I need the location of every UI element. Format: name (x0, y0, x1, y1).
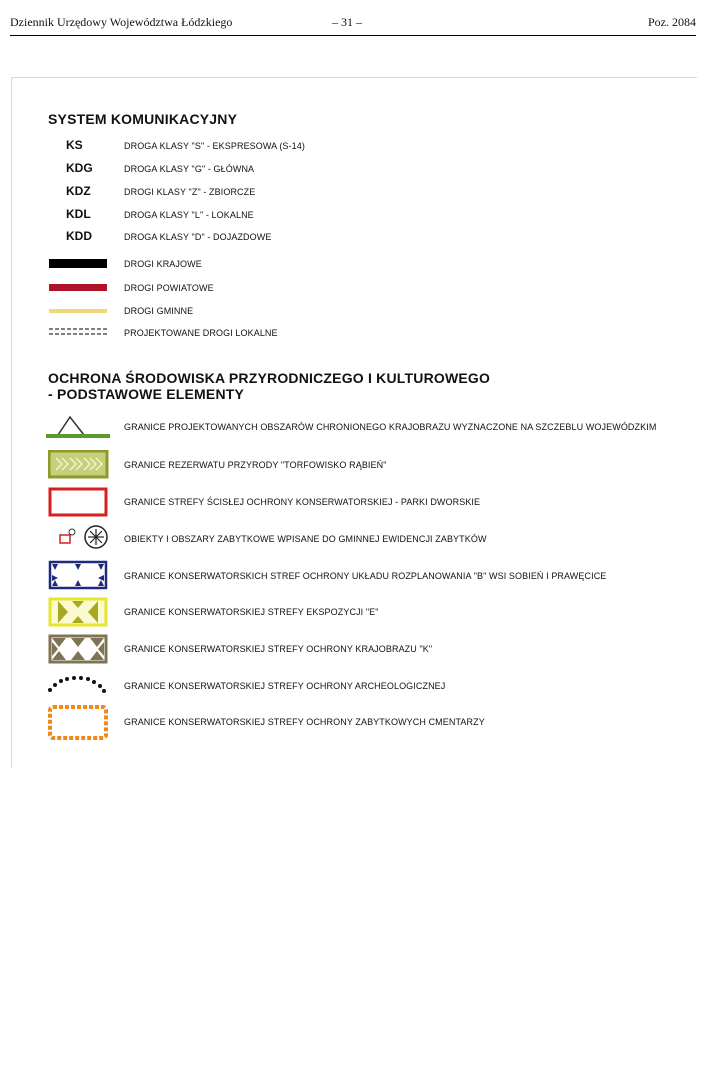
county-road-line-icon (49, 283, 109, 293)
desc-archaeological-zone: GRANICE KONSERWATORSKIEJ STREFY OCHRONY ARCHEOLOGICZNEJ (124, 681, 446, 691)
desc-layout-zone-b: GRANICE KONSERWATORSKICH STREF OCHRONY UKŁADU ROZPLANOWANIA "B" WSI SOBIEŃ I PRAWĘCICE (124, 571, 607, 581)
code-kdd: KDD (66, 229, 92, 243)
page-header (10, 14, 696, 36)
exposure-zone-e-boundary-icon (48, 597, 110, 629)
manor-park-boundary-icon (48, 487, 110, 519)
municipal-road-line-icon (49, 308, 109, 316)
desc-municipal-roads: DROGI GMINNE (124, 306, 194, 316)
layout-zone-b-boundary-icon (48, 560, 110, 592)
desc-national-roads: DROGI KRAJOWE (124, 259, 202, 269)
cemetery-zone-boundary-icon (47, 704, 111, 742)
desc-kdz: DROGI KLASY "Z" - ZBIORCZE (124, 187, 256, 197)
desc-cemetery-zone: GRANICE KONSERWATORSKIEJ STREFY OCHRONY ZABYTKOWYCH CMENTARZY (124, 717, 485, 727)
section-title-protection: OCHRONA ŚRODOWISKA PRZYRODNICZEGO I KULTUROWEGO (48, 370, 491, 386)
monument-icons (58, 523, 112, 553)
desc-kdl: DROGA KLASY "L" - LOKALNE (124, 210, 254, 220)
landscape-zone-k-boundary-icon (48, 634, 110, 666)
landscape-area-boundary-icon (46, 413, 112, 441)
position-number: Poz. 2084 (648, 15, 696, 29)
desc-ks: DROGA KLASY "S" - EKSPRESOWA (S-14) (124, 141, 305, 151)
archaeological-zone-boundary-icon (46, 674, 112, 696)
code-ks: KS (66, 138, 83, 152)
page-number: – 31 – (332, 15, 362, 29)
desc-planned-roads: PROJEKTOWANE DROGI LOKALNE (124, 328, 278, 338)
section-subtitle-protection: - PODSTAWOWE ELEMENTY (48, 386, 245, 402)
desc-nature-reserve: GRANICE REZERWATU PRZYRODY "TORFOWISKO RĄBIEŃ" (124, 460, 387, 470)
nature-reserve-boundary-icon (48, 450, 110, 480)
desc-landscape-zone-k: GRANICE KONSERWATORSKIEJ STREFY OCHRONY KRAJOBRAZU "K" (124, 644, 433, 654)
section-title-communication: SYSTEM KOMUNIKACYJNY (48, 111, 238, 127)
code-kdl: KDL (66, 207, 91, 221)
desc-monuments: OBIEKTY I OBSZARY ZABYTKOWE WPISANE DO GMINNEJ EWIDENCJI ZABYTKÓW (124, 534, 487, 544)
desc-exposure-zone-e: GRANICE KONSERWATORSKIEJ STREFY EKSPOZYCJI "E" (124, 607, 379, 617)
desc-county-roads: DROGI POWIATOWE (124, 283, 214, 293)
national-road-line-icon (49, 258, 109, 270)
desc-kdd: DROGA KLASY "D" - DOJAZDOWE (124, 232, 272, 242)
desc-landscape-area: GRANICE PROJEKTOWANYCH OBSZARÓW CHRONIONEGO KRAJOBRAZU WYZNACZONE NA SZCZEBLU WOJEWÓDZKIM (124, 422, 657, 432)
code-kdg: KDG (66, 161, 93, 175)
desc-manor-park: GRANICE STREFY ŚCISŁEJ OCHRONY KONSERWATORSKIEJ - PARKI DWORSKIE (124, 497, 481, 507)
planned-road-dashed-icon (49, 327, 109, 337)
code-kdz: KDZ (66, 184, 91, 198)
desc-kdg: DROGA KLASY "G" - GŁÓWNA (124, 164, 255, 174)
journal-title: Dziennik Urzędowy Województwa Łódzkiego (10, 15, 233, 29)
